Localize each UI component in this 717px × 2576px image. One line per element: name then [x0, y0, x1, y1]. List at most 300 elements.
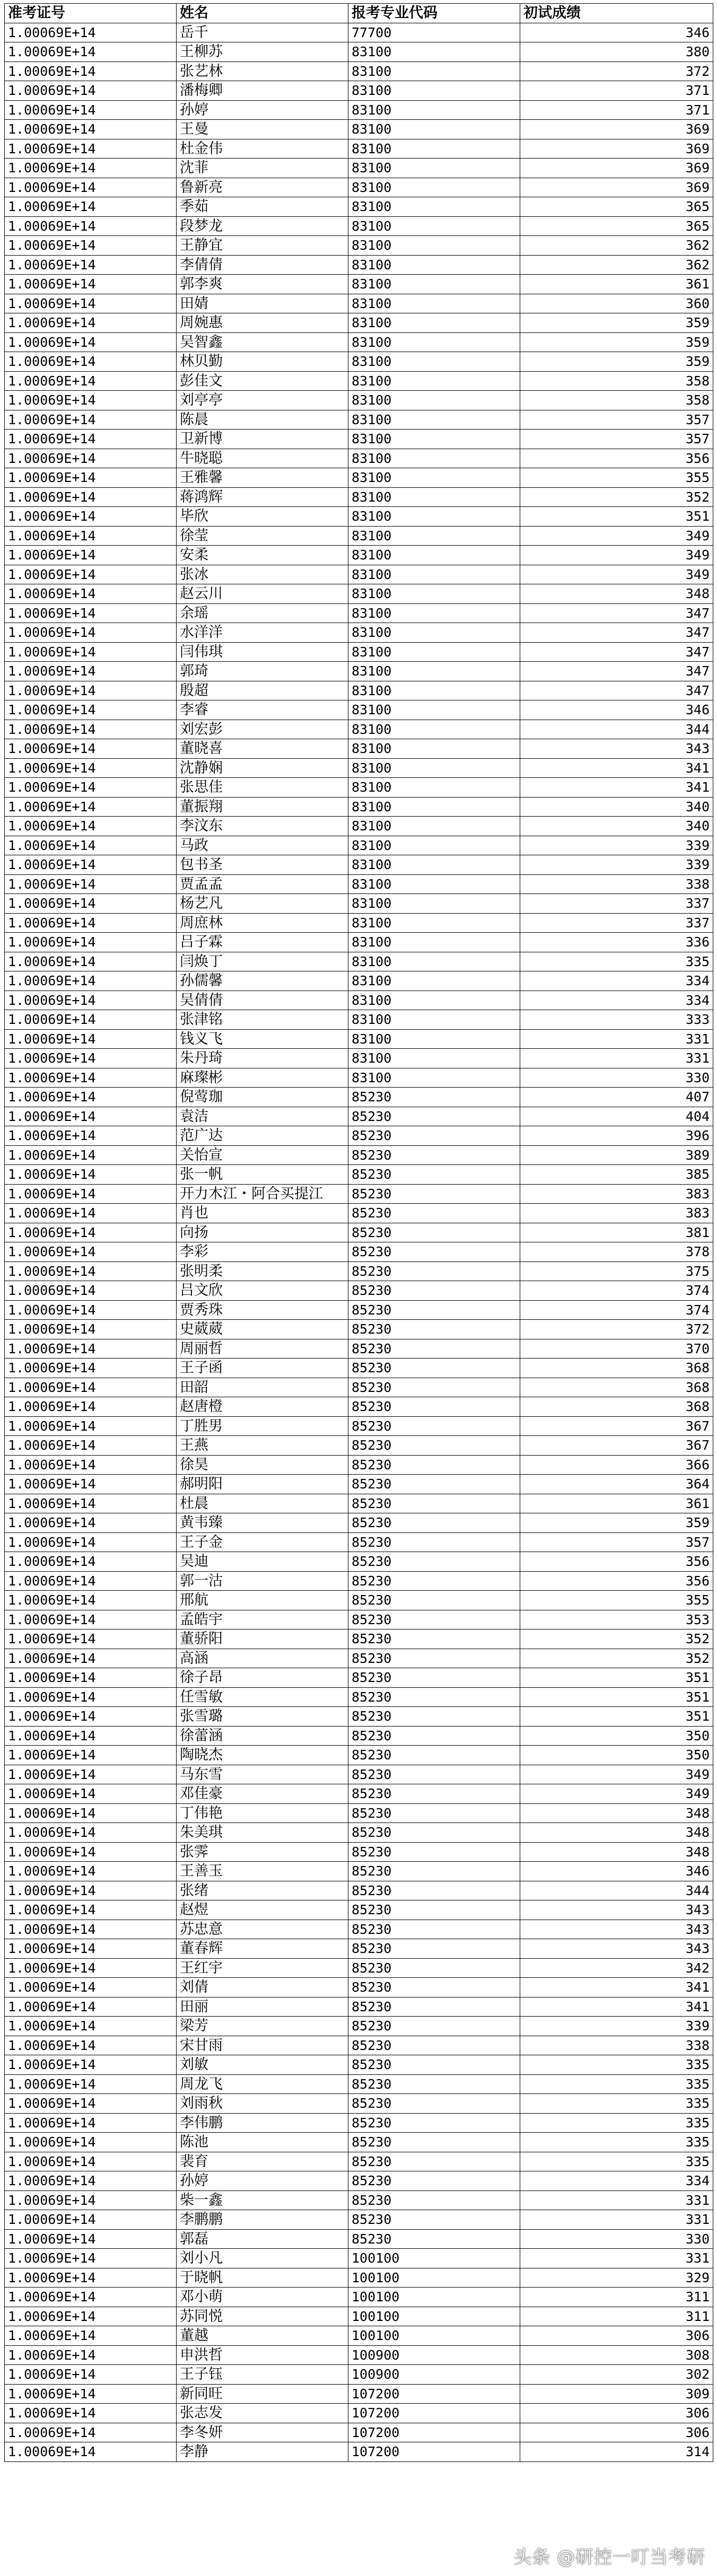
table-row	[5, 197, 713, 217]
cell-score: 367	[520, 1416, 713, 1436]
cell-major-code: 100100	[348, 2268, 520, 2288]
cell-score: 306	[520, 2326, 713, 2346]
cell-score: 352	[520, 1649, 713, 1668]
table-body	[5, 23, 713, 2461]
cell-name: 史葳葳	[177, 1320, 348, 1339]
cell-name: 张明柔	[177, 1261, 348, 1281]
cell-major-code: 85230	[348, 1261, 520, 1281]
cell-exam-id: 1.00069E+14	[5, 178, 177, 197]
cell-score: 349	[520, 546, 713, 565]
cell-exam-id: 1.00069E+14	[5, 739, 177, 759]
cell-major-code: 83100	[348, 371, 520, 391]
cell-major-code: 85230	[348, 1359, 520, 1378]
cell-name: 邓小萌	[177, 2288, 348, 2307]
table-row	[5, 1881, 713, 1900]
table-row	[5, 178, 713, 197]
cell-major-code: 83100	[348, 662, 520, 681]
table-row	[5, 1591, 713, 1610]
table-row	[5, 603, 713, 623]
cell-major-code: 85230	[348, 1958, 520, 1978]
table-row	[5, 546, 713, 565]
table-row	[5, 2345, 713, 2365]
cell-score: 314	[520, 2442, 713, 2462]
table-row	[5, 1223, 713, 1242]
table-row	[5, 391, 713, 410]
cell-score: 359	[520, 352, 713, 372]
table-row	[5, 1242, 713, 1262]
cell-score: 349	[520, 1765, 713, 1784]
cell-major-code: 85230	[348, 1629, 520, 1649]
cell-major-code: 100100	[348, 2288, 520, 2307]
table-row	[5, 2074, 713, 2094]
cell-score: 372	[520, 1320, 713, 1339]
cell-major-code: 85230	[348, 2036, 520, 2055]
table-row	[5, 1010, 713, 1030]
table-row	[5, 2442, 713, 2462]
cell-major-code: 83100	[348, 159, 520, 178]
score-table	[4, 3, 713, 2462]
cell-score: 396	[520, 1126, 713, 1146]
table-row	[5, 2307, 713, 2326]
cell-score: 361	[520, 275, 713, 294]
cell-exam-id: 1.00069E+14	[5, 1281, 177, 1301]
cell-score: 346	[520, 23, 713, 42]
table-row	[5, 1455, 713, 1475]
cell-exam-id: 1.00069E+14	[5, 526, 177, 546]
table-row	[5, 1145, 713, 1165]
cell-exam-id: 1.00069E+14	[5, 294, 177, 313]
cell-name: 潘梅卿	[177, 81, 348, 101]
cell-major-code: 85230	[348, 1223, 520, 1242]
cell-name: 于晓帆	[177, 2268, 348, 2288]
table-row	[5, 933, 713, 952]
cell-major-code: 85230	[348, 1532, 520, 1552]
cell-score: 358	[520, 391, 713, 410]
cell-score: 335	[520, 2133, 713, 2152]
table-row	[5, 2249, 713, 2268]
cell-major-code: 83100	[348, 449, 520, 468]
cell-major-code: 83100	[348, 836, 520, 855]
cell-major-code: 83100	[348, 178, 520, 197]
cell-exam-id: 1.00069E+14	[5, 1707, 177, 1727]
cell-major-code: 85230	[348, 1242, 520, 1262]
cell-name: 毕欣	[177, 507, 348, 527]
cell-major-code: 100100	[348, 2249, 520, 2268]
cell-major-code: 85230	[348, 1475, 520, 1494]
cell-major-code: 85230	[348, 1184, 520, 1204]
table-row	[5, 371, 713, 391]
cell-name: 王子钰	[177, 2365, 348, 2385]
cell-exam-id: 1.00069E+14	[5, 159, 177, 178]
table-row	[5, 1049, 713, 1068]
cell-score: 335	[520, 2055, 713, 2075]
table-row	[5, 81, 713, 101]
cell-name: 周庶林	[177, 913, 348, 933]
cell-major-code: 85230	[348, 1668, 520, 1688]
cell-exam-id: 1.00069E+14	[5, 1010, 177, 1030]
cell-exam-id: 1.00069E+14	[5, 603, 177, 623]
cell-exam-id: 1.00069E+14	[5, 1513, 177, 1533]
cell-exam-id: 1.00069E+14	[5, 1455, 177, 1475]
cell-exam-id: 1.00069E+14	[5, 1997, 177, 2017]
cell-score: 350	[520, 1746, 713, 1765]
cell-exam-id: 1.00069E+14	[5, 1649, 177, 1668]
cell-major-code: 85230	[348, 1145, 520, 1165]
table-row	[5, 2423, 713, 2442]
table-row	[5, 1204, 713, 1223]
cell-exam-id: 1.00069E+14	[5, 1978, 177, 1997]
cell-score: 347	[520, 662, 713, 681]
cell-major-code: 85230	[348, 2074, 520, 2094]
table-row	[5, 1552, 713, 1572]
cell-major-code: 85230	[348, 1978, 520, 1997]
cell-name: 沈菲	[177, 159, 348, 178]
cell-name: 贾孟孟	[177, 874, 348, 894]
cell-exam-id: 1.00069E+14	[5, 1107, 177, 1126]
cell-name: 柴一鑫	[177, 2191, 348, 2210]
cell-major-code: 83100	[348, 642, 520, 662]
cell-score: 389	[520, 1145, 713, 1165]
cell-name: 刘敏	[177, 2055, 348, 2075]
cell-exam-id: 1.00069E+14	[5, 2113, 177, 2133]
cell-score: 362	[520, 255, 713, 275]
table-row	[5, 836, 713, 855]
cell-exam-id: 1.00069E+14	[5, 2288, 177, 2307]
cell-major-code: 85230	[348, 1765, 520, 1784]
cell-name: 孙婷	[177, 100, 348, 120]
table-row	[5, 159, 713, 178]
table-row	[5, 2171, 713, 2191]
cell-name: 孟皓宇	[177, 1610, 348, 1629]
cell-major-code: 85230	[348, 2113, 520, 2133]
cell-score: 335	[520, 2074, 713, 2094]
cell-major-code: 107200	[348, 2442, 520, 2462]
table-row	[5, 1088, 713, 1107]
cell-exam-id: 1.00069E+14	[5, 1416, 177, 1436]
table-row	[5, 1068, 713, 1088]
cell-major-code: 85230	[348, 1900, 520, 1920]
cell-score: 342	[520, 1958, 713, 1978]
cell-score: 385	[520, 1165, 713, 1185]
cell-major-code: 83100	[348, 797, 520, 817]
cell-exam-id: 1.00069E+14	[5, 1842, 177, 1862]
cell-name: 张绪	[177, 1881, 348, 1900]
cell-exam-id: 1.00069E+14	[5, 1339, 177, 1359]
cell-exam-id: 1.00069E+14	[5, 584, 177, 604]
cell-name: 徐蕾涵	[177, 1726, 348, 1746]
cell-exam-id: 1.00069E+14	[5, 100, 177, 120]
table-row	[5, 1726, 713, 1746]
cell-major-code: 85230	[348, 1591, 520, 1610]
cell-major-code: 85230	[348, 1339, 520, 1359]
cell-exam-id: 1.00069E+14	[5, 81, 177, 101]
cell-major-code: 77700	[348, 23, 520, 42]
cell-major-code: 85230	[348, 1571, 520, 1591]
cell-exam-id: 1.00069E+14	[5, 2191, 177, 2210]
table-row	[5, 526, 713, 546]
cell-name: 邢航	[177, 1591, 348, 1610]
cell-exam-id: 1.00069E+14	[5, 1726, 177, 1746]
cell-name: 郭琦	[177, 662, 348, 681]
cell-major-code: 85230	[348, 1126, 520, 1146]
cell-name: 徐莹	[177, 526, 348, 546]
cell-exam-id: 1.00069E+14	[5, 1687, 177, 1707]
table-row	[5, 991, 713, 1010]
cell-exam-id: 1.00069E+14	[5, 2074, 177, 2094]
cell-score: 364	[520, 1475, 713, 1494]
table-row	[5, 1494, 713, 1513]
cell-major-code: 83100	[348, 120, 520, 139]
cell-score: 351	[520, 1687, 713, 1707]
cell-score: 343	[520, 1900, 713, 1920]
cell-score: 331	[520, 1029, 713, 1049]
cell-score: 357	[520, 1532, 713, 1552]
cell-exam-id: 1.00069E+14	[5, 391, 177, 410]
table-row	[5, 2268, 713, 2288]
cell-score: 404	[520, 1107, 713, 1126]
cell-exam-id: 1.00069E+14	[5, 410, 177, 430]
table-row	[5, 681, 713, 700]
table-row	[5, 855, 713, 875]
cell-major-code: 83100	[348, 430, 520, 449]
cell-name: 马东雪	[177, 1765, 348, 1784]
cell-major-code: 83100	[348, 313, 520, 333]
cell-name: 倪莺珈	[177, 1088, 348, 1107]
cell-name: 郭一沽	[177, 1571, 348, 1591]
cell-name: 陈晨	[177, 410, 348, 430]
watermark: 头条 @研控一叮当考研	[513, 2547, 705, 2568]
cell-exam-id: 1.00069E+14	[5, 1049, 177, 1068]
cell-score: 374	[520, 1281, 713, 1301]
cell-name: 吕文欣	[177, 1281, 348, 1301]
cell-exam-id: 1.00069E+14	[5, 1939, 177, 1959]
cell-name: 杜金伟	[177, 139, 348, 159]
table-row	[5, 584, 713, 604]
table-row	[5, 42, 713, 62]
cell-major-code: 107200	[348, 2404, 520, 2423]
cell-score: 338	[520, 874, 713, 894]
table-row	[5, 1842, 713, 1862]
cell-score: 331	[520, 2191, 713, 2210]
cell-major-code: 85230	[348, 1823, 520, 1843]
cell-score: 330	[520, 1068, 713, 1088]
cell-score: 407	[520, 1088, 713, 1107]
cell-name: 张艺林	[177, 62, 348, 81]
table-row	[5, 275, 713, 294]
table-row	[5, 1475, 713, 1494]
table-row	[5, 255, 713, 275]
cell-exam-id: 1.00069E+14	[5, 1591, 177, 1610]
cell-exam-id: 1.00069E+14	[5, 1242, 177, 1262]
cell-score: 349	[520, 1784, 713, 1804]
cell-major-code: 83100	[348, 216, 520, 236]
cell-score: 348	[520, 584, 713, 604]
cell-name: 苏同悦	[177, 2307, 348, 2326]
cell-major-code: 83100	[348, 1068, 520, 1088]
cell-exam-id: 1.00069E+14	[5, 1784, 177, 1804]
cell-exam-id: 1.00069E+14	[5, 216, 177, 236]
table-row	[5, 1513, 713, 1533]
cell-exam-id: 1.00069E+14	[5, 2210, 177, 2230]
cell-score: 352	[520, 487, 713, 507]
cell-major-code: 83100	[348, 623, 520, 643]
table-row	[5, 1803, 713, 1823]
cell-score: 330	[520, 2229, 713, 2249]
table-row	[5, 913, 713, 933]
cell-score: 356	[520, 1552, 713, 1572]
cell-major-code: 83100	[348, 1049, 520, 1068]
cell-major-code: 83100	[348, 758, 520, 778]
table-row	[5, 1765, 713, 1784]
cell-score: 362	[520, 236, 713, 256]
cell-major-code: 85230	[348, 1494, 520, 1513]
cell-major-code: 85230	[348, 1378, 520, 1397]
cell-name: 赵云川	[177, 584, 348, 604]
table-row	[5, 1629, 713, 1649]
cell-score: 302	[520, 2365, 713, 2385]
cell-name: 张津铭	[177, 1010, 348, 1030]
table-row	[5, 1107, 713, 1126]
cell-name: 袁洁	[177, 1107, 348, 1126]
cell-name: 郝明阳	[177, 1475, 348, 1494]
table-row	[5, 352, 713, 372]
cell-exam-id: 1.00069E+14	[5, 468, 177, 488]
cell-exam-id: 1.00069E+14	[5, 1359, 177, 1378]
cell-score: 368	[520, 1378, 713, 1397]
cell-name: 王善玉	[177, 1862, 348, 1881]
cell-name: 沈静娴	[177, 758, 348, 778]
cell-major-code: 83100	[348, 700, 520, 720]
cell-major-code: 85230	[348, 1726, 520, 1746]
cell-score: 368	[520, 1359, 713, 1378]
cell-exam-id: 1.00069E+14	[5, 2404, 177, 2423]
cell-score: 337	[520, 913, 713, 933]
cell-exam-id: 1.00069E+14	[5, 1571, 177, 1591]
cell-major-code: 85230	[348, 1552, 520, 1572]
cell-exam-id: 1.00069E+14	[5, 1862, 177, 1881]
cell-name: 周丽哲	[177, 1339, 348, 1359]
cell-major-code: 83100	[348, 294, 520, 313]
cell-exam-id: 1.00069E+14	[5, 1261, 177, 1281]
cell-score: 351	[520, 1707, 713, 1727]
cell-score: 351	[520, 1668, 713, 1688]
cell-score: 306	[520, 2423, 713, 2442]
cell-name: 安柔	[177, 546, 348, 565]
cell-name: 刘倩	[177, 1978, 348, 1997]
cell-exam-id: 1.00069E+14	[5, 2268, 177, 2288]
table-row	[5, 642, 713, 662]
cell-name: 丁伟艳	[177, 1803, 348, 1823]
cell-major-code: 100900	[348, 2345, 520, 2365]
cell-score: 383	[520, 1184, 713, 1204]
table-row	[5, 778, 713, 798]
cell-major-code: 83100	[348, 81, 520, 101]
cell-major-code: 85230	[348, 1436, 520, 1456]
cell-score: 352	[520, 1629, 713, 1649]
cell-score: 367	[520, 1436, 713, 1456]
cell-major-code: 85230	[348, 1088, 520, 1107]
table-row	[5, 216, 713, 236]
cell-exam-id: 1.00069E+14	[5, 874, 177, 894]
cell-exam-id: 1.00069E+14	[5, 42, 177, 62]
cell-exam-id: 1.00069E+14	[5, 913, 177, 933]
cell-score: 365	[520, 216, 713, 236]
cell-name: 宋甘雨	[177, 2036, 348, 2055]
cell-score: 355	[520, 1591, 713, 1610]
cell-major-code: 83100	[348, 1029, 520, 1049]
cell-name: 范广达	[177, 1126, 348, 1146]
cell-name: 肖也	[177, 1204, 348, 1223]
cell-exam-id: 1.00069E+14	[5, 2036, 177, 2055]
cell-major-code: 85230	[348, 2191, 520, 2210]
cell-score: 369	[520, 178, 713, 197]
cell-score: 368	[520, 1397, 713, 1417]
cell-major-code: 83100	[348, 971, 520, 991]
cell-name: 张冰	[177, 565, 348, 584]
table-row	[5, 2404, 713, 2423]
table-row	[5, 1900, 713, 1920]
table-row	[5, 1416, 713, 1436]
cell-score: 378	[520, 1242, 713, 1262]
cell-name: 王子金	[177, 1532, 348, 1552]
cell-exam-id: 1.00069E+14	[5, 1552, 177, 1572]
cell-exam-id: 1.00069E+14	[5, 565, 177, 584]
table-row	[5, 623, 713, 643]
cell-major-code: 100100	[348, 2307, 520, 2326]
table-row	[5, 313, 713, 333]
cell-exam-id: 1.00069E+14	[5, 487, 177, 507]
cell-score: 366	[520, 1455, 713, 1475]
cell-exam-id: 1.00069E+14	[5, 681, 177, 700]
cell-exam-id: 1.00069E+14	[5, 2326, 177, 2346]
cell-score: 348	[520, 1803, 713, 1823]
cell-score: 355	[520, 468, 713, 488]
cell-score: 356	[520, 1571, 713, 1591]
cell-score: 340	[520, 797, 713, 817]
cell-score: 341	[520, 758, 713, 778]
cell-score: 381	[520, 1223, 713, 1242]
cell-name: 徐昊	[177, 1455, 348, 1475]
cell-exam-id: 1.00069E+14	[5, 2307, 177, 2326]
cell-name: 郭磊	[177, 2229, 348, 2249]
cell-major-code: 85230	[348, 1803, 520, 1823]
cell-major-code: 83100	[348, 100, 520, 120]
cell-exam-id: 1.00069E+14	[5, 449, 177, 468]
cell-major-code: 83100	[348, 236, 520, 256]
cell-name: 董越	[177, 2326, 348, 2346]
cell-exam-id: 1.00069E+14	[5, 352, 177, 372]
cell-exam-id: 1.00069E+14	[5, 2384, 177, 2404]
table-row	[5, 874, 713, 894]
cell-name: 闫伟琪	[177, 642, 348, 662]
cell-score: 349	[520, 526, 713, 546]
cell-major-code: 85230	[348, 1300, 520, 1320]
cell-major-code: 85230	[348, 1281, 520, 1301]
cell-major-code: 85230	[348, 2229, 520, 2249]
cell-major-code: 85230	[348, 2171, 520, 2191]
cell-name: 田韶	[177, 1378, 348, 1397]
cell-major-code: 85230	[348, 1455, 520, 1475]
table-row	[5, 971, 713, 991]
table-row	[5, 2210, 713, 2230]
cell-exam-id: 1.00069E+14	[5, 1823, 177, 1843]
cell-exam-id: 1.00069E+14	[5, 139, 177, 159]
cell-name: 关怡宣	[177, 1145, 348, 1165]
cell-score: 375	[520, 1261, 713, 1281]
table-row	[5, 1687, 713, 1707]
cell-exam-id: 1.00069E+14	[5, 758, 177, 778]
cell-exam-id: 1.00069E+14	[5, 1668, 177, 1688]
